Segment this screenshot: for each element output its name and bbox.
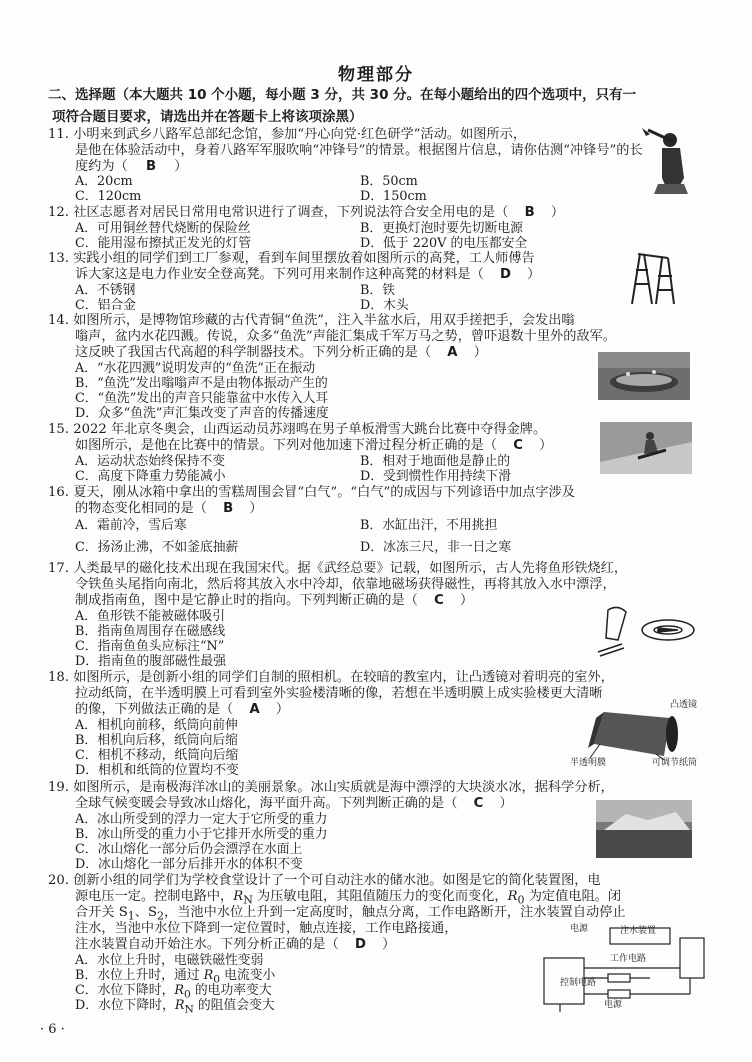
q18-line3 [75,702,289,718]
q16-number: 16. [48,485,69,500]
q11-answer: B [145,159,157,174]
q14-answer: A [447,345,458,360]
q16-text1: 夏天，刚从冰箱中拿出的雪糕周围会冒“白气”。“白气”的成因与下列谚语中加点字涉及 [73,485,575,500]
q19-number: 19. [48,780,69,795]
q20-line3: 合开关 $S_1$、$S_2$，当池中水位上升到一定高度时，触点分离，工作电路断开，注水装置自动停止 [75,905,626,923]
q13-option-b: B．铁 [360,283,395,298]
q11-line1 [48,127,526,143]
q18-option-d: D．相机和纸筒的位置均不变 [75,763,239,778]
q16-answer: B [223,501,234,516]
q18-answer: A [249,702,260,717]
q15-option-b: B．相对于地面他是静止的 [360,454,511,469]
q11-option-a: A．20cm [75,174,133,189]
q17-option-d: D．指南鱼的腹部磁性最强 [75,654,227,669]
q16-close: ） [249,501,263,516]
q14-option-c: C．“鱼洗”发出的声音只能靠盆中水传入人耳 [75,391,329,406]
q15-answer: C [513,438,523,453]
q15-text2: 如图所示，是他在比赛中的情景。下列对他加速下滑过程分析正确的是（ [75,438,497,453]
circuit-label-control: 控制电路 [560,978,597,988]
q20-line1 [48,873,601,889]
q14-close: ） [473,345,487,360]
q15-line1 [48,422,546,438]
q17-line3 [75,593,473,609]
q14-number: 14. [48,313,69,328]
q20-line5 [75,937,395,953]
q20-text5: 注水装置自动开始注水。下列分析正确的是（ [75,937,339,952]
q17-option-a: A．鱼形铁不能被磁体吸引 [75,609,226,624]
q19-line1 [48,780,614,796]
q17-close: ） [459,593,474,608]
q12-line1 [48,205,564,221]
q16-option-a: A．霜前冷，雪后寒 [75,518,187,533]
q19-close: ） [499,796,513,811]
q17-option-b: B．指南鱼周围存在磁感线 [75,624,226,639]
q20-text1: 创新小组的同学们为学校食堂设计了一个可自动注水的储水池。如图是它的简化装置图，电 [73,873,601,888]
q19-text1: 如图所示，是南极海洋冰山的美丽景象。冰山实质就是海中漂浮的大块淡水冰，据科学分析， [73,780,614,795]
q13-option-a: A．不锈钢 [75,283,136,298]
q13-close: ） [527,267,541,282]
section-header-line1: 二、选择题（本大题共 10 个小题，每小题 3 分，共 30 分。在每小题给出的四个选项中，只有一 [48,87,637,103]
iceberg-photo [596,800,692,858]
q11-line2 [75,143,655,175]
q16-text2: 的物态变化相同的是（ [75,501,207,516]
circuit-label-injector: 注水装置 [620,926,657,936]
q17-text1: 人类最早的磁化技术出现在我国宋代。据《武经总要》记载，如图所示，古人先将鱼形铁烧红， [73,561,628,576]
q18-text1: 如图所示，是创新小组的同学们自制的照相机。在较暗的教室内，让凸透镜对着明亮的室外， [73,670,614,685]
q13-answer: D [500,267,511,282]
bugler-figure [640,128,700,194]
q19-answer: C [473,796,484,811]
q16-option-d: D．冰冻三尺，非一日之寒 [360,540,512,555]
q11-option-d: D．150cm [360,189,427,204]
q12-close: ） [550,205,565,220]
q11-close: ） [174,159,188,174]
page-title: 物理部分 [338,65,414,85]
q19-option-b: B．冰山所受的重力小于它排开水所受的重力 [75,827,328,842]
q14-line2: 嗡声，盆内水花四溅。传说，众多“鱼洗”声能汇集成千军万马之势，曾吓退数十里外的敌军。 [75,329,616,344]
q15-option-a: A．运动状态始终保持不变 [75,454,226,469]
q12-number: 12. [48,205,69,220]
q19-option-a: A．冰山所受到的浮力一定大于它所受的重力 [75,812,328,827]
q13-line2 [75,267,540,283]
q16-option-b: B．水缸出汗，不用挑担 [360,518,498,533]
q11-option-b: B．50cm [360,174,418,189]
q20-option-c: C．水位下降时，$R_0$ 的电功率变大 [75,983,272,1001]
q15-option-d: D．受到惯性作用持续下滑 [360,469,512,484]
q11-text1: 小明来到武乡八路军总部纪念馆，参加“丹心向党·红色研学”活动。如图所示， [73,127,527,142]
circuit-label-power: 电源 [570,924,589,934]
q17-line2: 令铁鱼头尾指向南北，然后将其放入水中冷却，依靠地磁场获得磁性，再将其放入水中漂浮， [75,577,616,592]
section-header [48,84,718,128]
q14-option-b: B．“鱼洗”发出嗡嗡声不是由物体振动产生的 [75,376,328,391]
q18-line2: 拉动纸筒，在半透明膜上可看到室外实验楼清晰的像，若想在半透明膜上成实验楼更大清晰 [75,686,603,701]
q12-option-a: A．可用铜丝替代烧断的保险丝 [75,221,251,236]
q18-close: ） [275,702,290,717]
circuit-label-work: 工作电路 [610,954,647,964]
snowboarder-photo [600,422,692,474]
q16-line2 [75,501,263,517]
q13-option-d: D．木头 [360,298,409,313]
q15-text1: 2022 年北京冬奥会，山西运动员苏翊鸣在男子单板滑雪大跳台比赛中夺得金牌。 [73,422,547,437]
q20-line4: 注水，当池中水位下降到一定位置时，触点连接，工作电路接通， [75,921,458,936]
q20-number: 20. [48,873,69,888]
q20-option-a: A．水位上升时，电磁铁磁性变弱 [75,953,264,968]
q15-close: ） [539,438,553,453]
q19-line2 [75,796,513,812]
q12-answer: B [524,205,535,220]
q20-close: ） [382,937,396,952]
q18-option-b: B．相机向后移，纸筒向后缩 [75,733,238,748]
q18-number: 18. [48,670,69,685]
q14-text1: 如图所示，是博物馆珍藏的古代青铜“鱼洗”，注入半盆水后，用双手搓把手，会发出嗡 [73,313,575,328]
q14-text3: 这反映了我国古代高超的科学制器技术。下列分析正确的是（ [75,345,432,360]
q18-line1 [48,670,614,686]
camera-label-membrane: 半透明膜 [570,758,607,768]
camera-label-tube: 可调节纸筒 [652,758,698,768]
stool-figure [622,250,678,306]
q11-number: 11. [48,127,69,142]
q17-number: 17. [48,561,69,576]
q11-option-c: C．120cm [75,189,142,204]
q18-option-a: A．相机向前移，纸筒向前伸 [75,718,238,733]
q13-line1 [48,251,535,267]
q15-line2 [75,438,552,454]
q14-option-a: A．“水花四溅”说明发声的“鱼洗”正在振动 [75,361,316,376]
section-header-line2: 项符合题目要求，请选出并在答题卡上将该项涂黑） [52,109,363,125]
q20-line2: 源电压一定。控制电路中，$R_N$ 为压敏电阻，其阻值随压力的变化而变化，$R_0$ 为定值电阻。闭 [75,889,622,907]
q12-option-b: B．更换灯泡时要先切断电源 [360,221,523,236]
q16-option-c: C．扬汤止沸，不如釜底抽薪 [75,540,239,555]
compass-fish-figure [588,600,698,660]
q14-line1 [48,313,575,329]
q14-line3 [75,345,487,361]
q15-option-c: C．高度下降重力势能减小 [75,469,226,484]
q18-text3: 的像，下列做法正确的是（ [75,702,234,717]
q20-option-b: B．水位上升时，通过 $R_0$ 电流变小 [75,968,276,986]
q19-option-d: D．冰山熔化一部分后排开水的体积不变 [75,857,303,872]
q13-number: 13. [48,251,69,266]
fish-basin-photo [598,352,690,400]
q18-option-c: C．相机不移动，纸筒向后缩 [75,748,239,763]
q12-text1: 社区志愿者对居民日常用电常识进行了调查，下列说法符合安全用电的是（ [73,205,509,220]
q17-line1 [48,561,627,577]
q15-number: 15. [48,422,69,437]
q20-option-d: D．水位下降时，$R_N$ 的阻值会变大 [75,998,275,1016]
q13-text1: 实践小组的同学们到工厂参观，看到车间里摆放着如图所示的高凳，工人师傅告 [73,251,535,266]
q13-text2: 诉大家这是电力作业安全登高凳。下列可用来制作这种高凳的材料是（ [75,267,484,282]
q17-text3: 制成指南鱼，图中是它静止时的指向。下列判断正确的是（ [75,593,418,608]
q11-text2: 是他在体验活动中，身着八路军军服吹响“冲锋号”的情景。根据图片信息，请你估测“冲锋号”的长度约为（ [75,143,643,174]
q14-option-d: D．众多“鱼洗”声汇集改变了声音的传播速度 [75,406,329,421]
q12-option-d: D．低于 220V 的电压都安全 [360,236,528,251]
q19-option-c: C．冰山熔化一部分后仍会漂浮在水面上 [75,842,303,857]
q17-option-c: C．指南鱼鱼头应标注“N” [75,639,225,654]
q12-option-c: C．能用湿布擦拭正发光的灯管 [75,236,252,251]
circuit-label-power2: 电源 [604,1000,623,1010]
q16-line1 [48,485,575,501]
q17-answer: C [434,593,444,608]
q13-option-c: C．铝合金 [75,298,136,313]
q20-answer: D [354,937,366,952]
camera-label-lens: 凸透镜 [670,700,698,710]
q19-text2: 全球气候变暖会导致冰山熔化，海平面升高。下列判断正确的是（ [75,796,458,811]
page-number: · 6 · [40,1022,65,1037]
